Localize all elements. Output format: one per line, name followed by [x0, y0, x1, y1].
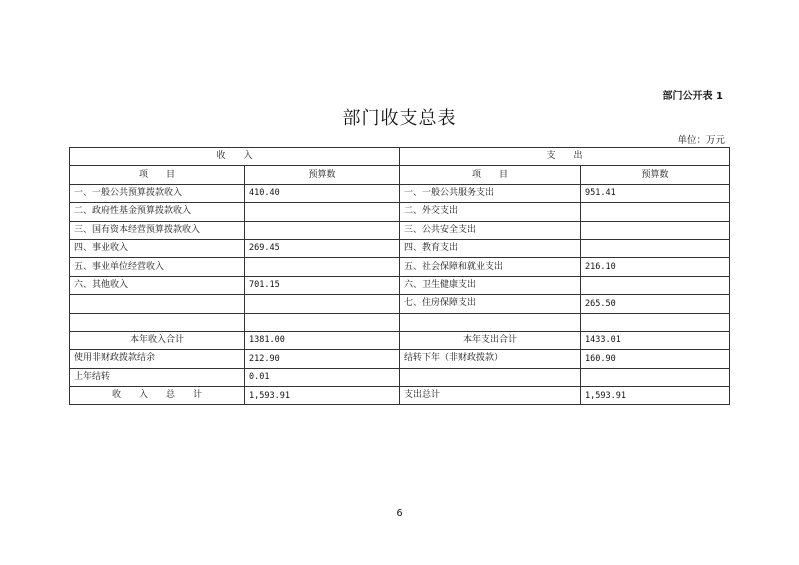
annual-total-row — [70, 331, 730, 349]
last-year-label: 上年结转 — [70, 368, 245, 386]
expense-value — [581, 203, 730, 221]
carry-forward-label: 结转下年（非财政拨款） — [400, 350, 581, 368]
table-row — [70, 313, 730, 331]
income-value — [245, 221, 400, 239]
income-item: 三、国有资本经营预算拨款收入 — [70, 221, 245, 239]
section-header-row — [70, 148, 730, 166]
annual-expense-label: 本年支出合计 — [400, 331, 581, 349]
page-title: 部门收支总表 — [342, 108, 457, 129]
income-value: 410.40 — [245, 184, 400, 202]
expense-value — [581, 239, 730, 257]
income-item: 四、事业收入 — [70, 239, 245, 257]
table-row — [70, 221, 730, 239]
last-year-row — [70, 368, 730, 386]
non-fiscal-balance-label: 使用非财政拨款结余 — [70, 350, 245, 368]
expense-item: 四、教育支出 — [400, 239, 581, 257]
expense-item: 五、社会保障和就业支出 — [400, 258, 581, 276]
income-value: 701.15 — [245, 276, 400, 294]
expense-value — [581, 221, 730, 239]
expense-budget-header: 预算数 — [581, 166, 730, 184]
income-total-label: 收 入 总 计 — [70, 387, 245, 405]
page-number: 6 — [396, 508, 403, 519]
expense-item: 一、一般公共服务支出 — [400, 184, 581, 202]
income-header: 收 入 — [70, 148, 400, 166]
income-item: 五、事业单位经营收入 — [70, 258, 245, 276]
table-row — [70, 295, 730, 313]
income-value — [245, 313, 400, 331]
income-item: 一、一般公共预算拨款收入 — [70, 184, 245, 202]
expense-item-header: 项 目 — [400, 166, 581, 184]
empty-cell — [400, 368, 581, 386]
form-id-label: 部门公开表 1 — [662, 91, 723, 102]
table-row — [70, 276, 730, 294]
expense-value: 265.50 — [581, 295, 730, 313]
expense-item: 三、公共安全支出 — [400, 221, 581, 239]
table-row — [70, 239, 730, 257]
income-value — [245, 295, 400, 313]
expense-header: 支 出 — [400, 148, 730, 166]
expense-total-value: 1,593.91 — [581, 387, 730, 405]
income-value: 269.45 — [245, 239, 400, 257]
non-fiscal-balance-value: 212.90 — [245, 350, 400, 368]
annual-expense-value: 1433.01 — [581, 331, 730, 349]
grand-total-row — [70, 387, 730, 405]
expense-item — [400, 313, 581, 331]
expense-value: 951.41 — [581, 184, 730, 202]
income-item: 六、其他收入 — [70, 276, 245, 294]
column-header-row — [70, 166, 730, 184]
income-item — [70, 313, 245, 331]
income-item-header: 项 目 — [70, 166, 245, 184]
last-year-value: 0.01 — [245, 368, 400, 386]
annual-income-label: 本年收入合计 — [70, 331, 245, 349]
expense-value: 216.10 — [581, 258, 730, 276]
income-total-value: 1,593.91 — [245, 387, 400, 405]
table-row — [70, 258, 730, 276]
table-row — [70, 184, 730, 202]
expense-item: 六、卫生健康支出 — [400, 276, 581, 294]
expense-item: 七、住房保障支出 — [400, 295, 581, 313]
expense-total-label: 支出总计 — [400, 387, 581, 405]
annual-income-value: 1381.00 — [245, 331, 400, 349]
income-item: 二、政府性基金预算拨款收入 — [70, 203, 245, 221]
empty-cell — [581, 368, 730, 386]
income-value — [245, 203, 400, 221]
unit-label: 单位：万元 — [677, 135, 725, 146]
income-expense-table — [69, 147, 730, 405]
expense-value — [581, 276, 730, 294]
table-row — [70, 203, 730, 221]
income-budget-header: 预算数 — [245, 166, 400, 184]
expense-value — [581, 313, 730, 331]
income-item — [70, 295, 245, 313]
carry-forward-value: 160.90 — [581, 350, 730, 368]
income-value — [245, 258, 400, 276]
balance-row — [70, 350, 730, 368]
expense-item: 二、外交支出 — [400, 203, 581, 221]
